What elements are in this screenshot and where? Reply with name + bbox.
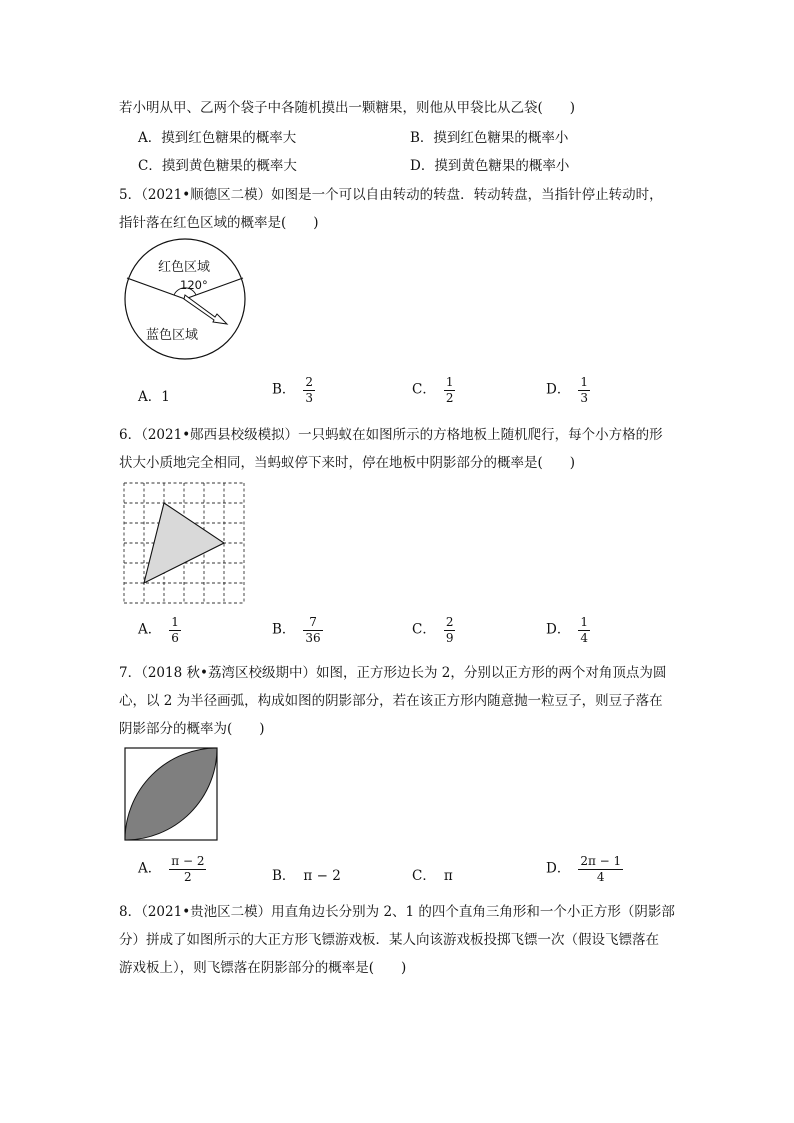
q8-line-2: 分）拼成了如图所示的大正方形飞镖游戏板．某人向该游戏板投掷飞镖一次（假设飞镖落在	[119, 932, 659, 948]
q7-option-b-value: π − 2	[303, 868, 341, 884]
intro-option-b: B．摸到红色糖果的概率小	[410, 130, 569, 146]
denominator: 2	[184, 869, 192, 884]
q7-option-b-letter: B．	[272, 868, 296, 884]
numerator: 1	[580, 615, 588, 629]
q5-option-c-letter: C．	[412, 381, 436, 398]
q6-line-2: 状大小质地完全相同，当蚂蚁停下来时，停在地板中阴影部分的概率是( )	[119, 455, 576, 471]
intro-option-c: C．摸到黄色糖果的概率大	[138, 158, 297, 174]
q7-option-d-letter: D．	[546, 860, 571, 877]
denominator: 6	[171, 630, 179, 645]
numerator: 1	[580, 375, 588, 389]
q7-option-a-letter: A．	[138, 860, 162, 877]
q7-option-d-fraction	[578, 855, 623, 883]
denominator: 2	[445, 390, 454, 405]
q6-option-d-fraction	[578, 616, 590, 644]
q6-option-b-letter: B．	[272, 621, 296, 638]
numerator: 1	[445, 375, 454, 389]
q6-option-d-letter: D．	[546, 621, 571, 638]
q7-option-d	[546, 855, 623, 883]
denominator: 3	[580, 390, 588, 405]
q5-option-a-value: 1	[161, 389, 170, 405]
q5-option-d	[546, 376, 590, 404]
q7-line-3: 阴影部分的概率为( )	[119, 721, 265, 737]
intro-stem: 若小明从甲、乙两个袋子中各随机摸出一颗糖果，则他从甲袋比从乙袋( )	[119, 100, 576, 116]
q7-option-c	[412, 864, 453, 884]
q7-option-b	[272, 864, 341, 884]
q6-option-d	[546, 616, 590, 644]
q6-option-b	[272, 616, 323, 644]
shaded-lens	[125, 748, 217, 840]
q5-option-b-letter: B．	[272, 381, 296, 398]
numerator: 1	[171, 615, 179, 629]
q6-option-b-fraction	[303, 616, 322, 644]
q6-option-a	[138, 616, 181, 644]
q6-line-1: 6．（2021•郧西县校级模拟）一只蚂蚁在如图所示的方格地板上随机爬行，每个小方格的形	[119, 427, 663, 443]
intro-option-a: A．摸到红色糖果的概率大	[138, 130, 297, 146]
q7-option-a	[138, 855, 206, 883]
q6-option-a-letter: A．	[138, 621, 162, 638]
q5-option-b	[272, 376, 315, 404]
q5-option-a	[138, 385, 170, 405]
q7-option-c-value: π	[443, 868, 453, 884]
blue-region-label: 蓝色区域	[146, 328, 199, 343]
q7-option-a-fraction	[169, 855, 206, 883]
q8-line-1: 8．（2021•贵池区二模）用直角边长分别为 2、1 的四个直角三角形和一个小正方形（阴影部	[119, 904, 675, 920]
q5-line-2: 指针落在红色区域的概率是( )	[119, 215, 319, 231]
q8-line-3: 游戏板上），则飞镖落在阴影部分的概率是( )	[119, 960, 407, 976]
numerator: 2	[445, 615, 454, 629]
q5-option-c-fraction	[444, 376, 456, 404]
q6-option-c	[412, 616, 455, 644]
q5-option-d-letter: D．	[546, 381, 571, 398]
spinner-pointer	[184, 295, 227, 324]
q5-option-b-fraction	[303, 376, 315, 404]
q6-option-c-fraction	[444, 616, 456, 644]
denominator: 9	[445, 630, 454, 645]
numerator: 2	[305, 375, 314, 389]
q5-option-a-letter: A．	[138, 389, 162, 405]
denominator: 4	[580, 630, 588, 645]
q5-option-c	[412, 376, 455, 404]
denominator: 3	[305, 390, 314, 405]
numerator: 2π − 1	[580, 854, 622, 868]
q7-line-2: 心，以 2 为半径画弧，构成如图的阴影部分，若在该正方形内随意抛一粒豆子，则豆子落在	[119, 693, 663, 709]
q5-line-1: 5．（2021•顺德区二模）如图是一个可以自由转动的转盘．转动转盘，当指针停止转动时，	[119, 187, 663, 203]
q6-option-c-letter: C．	[412, 621, 436, 638]
q6-grid-figure	[122, 481, 246, 605]
q7-square-figure	[122, 745, 220, 843]
denominator: 36	[305, 630, 321, 645]
red-region-label: 红色区域	[158, 260, 211, 275]
angle-label: 120°	[180, 278, 208, 292]
denominator: 4	[596, 869, 605, 884]
q6-option-a-fraction	[169, 616, 181, 644]
q7-option-c-letter: C．	[412, 868, 436, 884]
q5-option-d-fraction	[578, 376, 590, 404]
numerator: 7	[309, 615, 317, 629]
spinner-divider-left	[127, 278, 185, 299]
q7-line-1: 7．（2018 秋•荔湾区校级期中）如图，正方形边长为 2，分别以正方形的两个对角顶点为圆	[119, 665, 667, 681]
numerator: π − 2	[171, 854, 205, 868]
intro-option-d: D．摸到黄色糖果的概率小	[410, 158, 570, 174]
q5-spinner-figure	[122, 236, 252, 366]
